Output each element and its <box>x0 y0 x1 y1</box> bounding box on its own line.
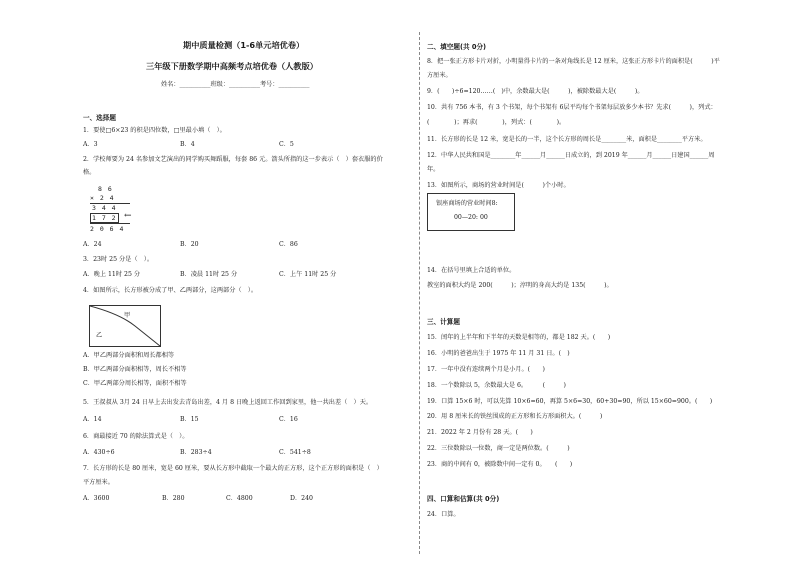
mult-line-1: 8 6 <box>98 185 113 193</box>
q2-option-b: B．20 <box>180 241 199 248</box>
q5-option-a: A．14 <box>83 416 102 423</box>
question-24: 24．口算。 <box>427 511 460 518</box>
question-11: 11．长方形的长是 12 米，宽是长的一半，这个长方形的周长是________米，面积是________平方米。 <box>427 136 707 143</box>
section-fill-heading: 二、填空题(共 0分) <box>427 43 487 51</box>
notice-line-1: 银座商场的营业时间8: <box>436 200 498 207</box>
question-9: 9．( )÷6=120……( )中，余数最大是( )，被除数最大是( )。 <box>427 88 644 95</box>
question-1: 1．要使□6×23 的积是四位数，□里最小填（ ）。 <box>83 127 226 134</box>
question-13: 13．如图所示，商场的营业时间是( )个小时。 <box>427 182 570 189</box>
q7-option-c: C．4800 <box>226 495 253 502</box>
question-15: 15．闰年的上半年和下半年的天数是相等的，都是 182 天。( ) <box>427 334 611 341</box>
question-16: 16．小明的爸爸出生于 1975 年 11 月 31 日。( ) <box>427 350 570 357</box>
section-mental-heading: 四、口算和估算(共 0分) <box>427 495 500 503</box>
q4-option-c: C．甲乙两部分周长相等，面积不相等 <box>83 380 187 387</box>
column-divider <box>419 32 420 554</box>
question-5: 5．王叔叔从 3月 24 日早上去出发去青岛出差，4 月 8 日晚上返回工作回到家里，他一共出差（ ）天。 <box>83 399 373 406</box>
question-20: 20．用 8 厘米长的铁丝围成的正方形和长方形面积大。( ) <box>427 413 603 420</box>
question-6: 6．商最接近 70 的除法算式是（ ）。 <box>83 433 189 440</box>
q1-option-b: B．4 <box>180 141 195 148</box>
question-23: 23．商的中间有 0，被除数中间一定有 0。 ( ) <box>427 461 573 468</box>
q6-option-b: B．283÷4 <box>180 449 212 456</box>
question-4: 4．如图所示，长方形被分成了甲、乙两部分，这两部分（ ）。 <box>83 287 258 294</box>
question-10-line2: ( )；再求( )，列式：( )。 <box>427 119 566 126</box>
question-22: 22．三位数除以一位数，商一定是两位数。( ) <box>427 445 570 452</box>
question-17: 17．一年中没有连续两个月是小月。( ) <box>427 366 545 373</box>
rectangle-figure <box>89 305 161 347</box>
q3-option-a: A．晚上 11时 25 分 <box>83 271 141 278</box>
question-12-line2: 年。 <box>427 166 440 173</box>
question-10-line1: 10．共有 756 本书，有 3 个书架，每个书架有 6层平均每个书架每层放多少本书？先求( )，列式： <box>427 104 717 111</box>
page-title: 期中质量检测（1-6单元培优卷） <box>183 40 305 50</box>
question-8-line1: 8．把一张正方形卡片对折，小明量得卡片的一条对角线长是 12 厘米，这张正方形卡片的面积是( )平 <box>427 58 720 65</box>
q3-option-c: C．上午 11时 25 分 <box>279 271 337 278</box>
figure-label-yi: 乙 <box>96 332 103 339</box>
question-2-line1: 2．学校师要为 24 名参加文艺演出的同学购买舞蹈服，每套 86 元。箭头所指的这一步表示（ ）套衣服的价 <box>83 156 383 163</box>
student-info-fields: 姓名：__________班级：__________考号：__________ <box>161 81 310 88</box>
q7-option-a: A．3600 <box>83 495 110 502</box>
question-14: 14．在括号里填上合适的单位。 <box>427 267 516 274</box>
section-judge-heading: 三、计算题 <box>427 318 460 326</box>
q5-option-c: C．16 <box>279 416 298 423</box>
question-8-line2: 方厘米。 <box>427 72 452 79</box>
question-19: 19．口算 15×6 时，可以先算 10×6=60，再算 5×6=30，60+30=90，所以 15×60=900。( ) <box>427 398 713 405</box>
q5-option-b: B．15 <box>180 416 199 423</box>
page-subtitle: 三年级下册数学期中高频考点培优卷（人教版） <box>146 61 318 71</box>
arrow-left-icon: ← <box>124 211 132 221</box>
q1-option-c: C．5 <box>279 141 294 148</box>
q1-option-a: A．3 <box>83 141 98 148</box>
q2-option-c: C．86 <box>279 241 298 248</box>
question-12-line1: 12．中华人民共和国是________年______月______日成立的，到 2019 年______月______日建国______周 <box>427 152 715 159</box>
section-choice-heading: 一、选择题 <box>83 114 116 122</box>
figure-label-jia: 甲 <box>124 312 131 319</box>
q4-option-a: A．甲乙两部分面积和周长都相等 <box>83 352 175 359</box>
mult-line-3: 3 4 4 <box>92 204 117 212</box>
q4-option-b: B．甲乙两部分面积相等，周长不相等 <box>83 366 187 373</box>
question-7-line1: 7．长方形的长是 80 厘米，宽是 60 厘米，要从长方形中截取一个最大的正方形，这个正方形的面积是（ ） <box>83 465 383 472</box>
question-21: 21．2022 年 2 月份有 28 天。( ) <box>427 429 533 436</box>
question-3: 3．23时 25 分是（ ）。 <box>83 256 154 263</box>
question-18: 18．一个数除以 5，余数最大是 6。 ( ) <box>427 382 566 389</box>
mult-line-4: 1 7 2 <box>92 214 117 222</box>
question-14-content: 教室的面积大约是 200( )；淳明的身高大约是 135( )。 <box>427 282 613 289</box>
mult-line-2: × 2 4 <box>90 194 115 202</box>
store-hours-notice <box>427 193 515 231</box>
notice-line-2: 00—20: 00 <box>454 214 488 221</box>
mult-line-5: 2 0 6 4 <box>90 225 125 233</box>
q7-option-d: D．240 <box>290 495 313 502</box>
q6-option-c: C．541÷8 <box>279 449 311 456</box>
q3-option-b: B．凌晨 11时 25 分 <box>180 271 238 278</box>
question-7-line2: 平方厘米。 <box>83 479 114 486</box>
multiplication-vertical <box>90 182 150 236</box>
q2-option-a: A．24 <box>83 241 102 248</box>
question-2-line2: 格。 <box>83 169 96 176</box>
q6-option-a: A．430÷6 <box>83 449 115 456</box>
q7-option-b: B．280 <box>162 495 185 502</box>
